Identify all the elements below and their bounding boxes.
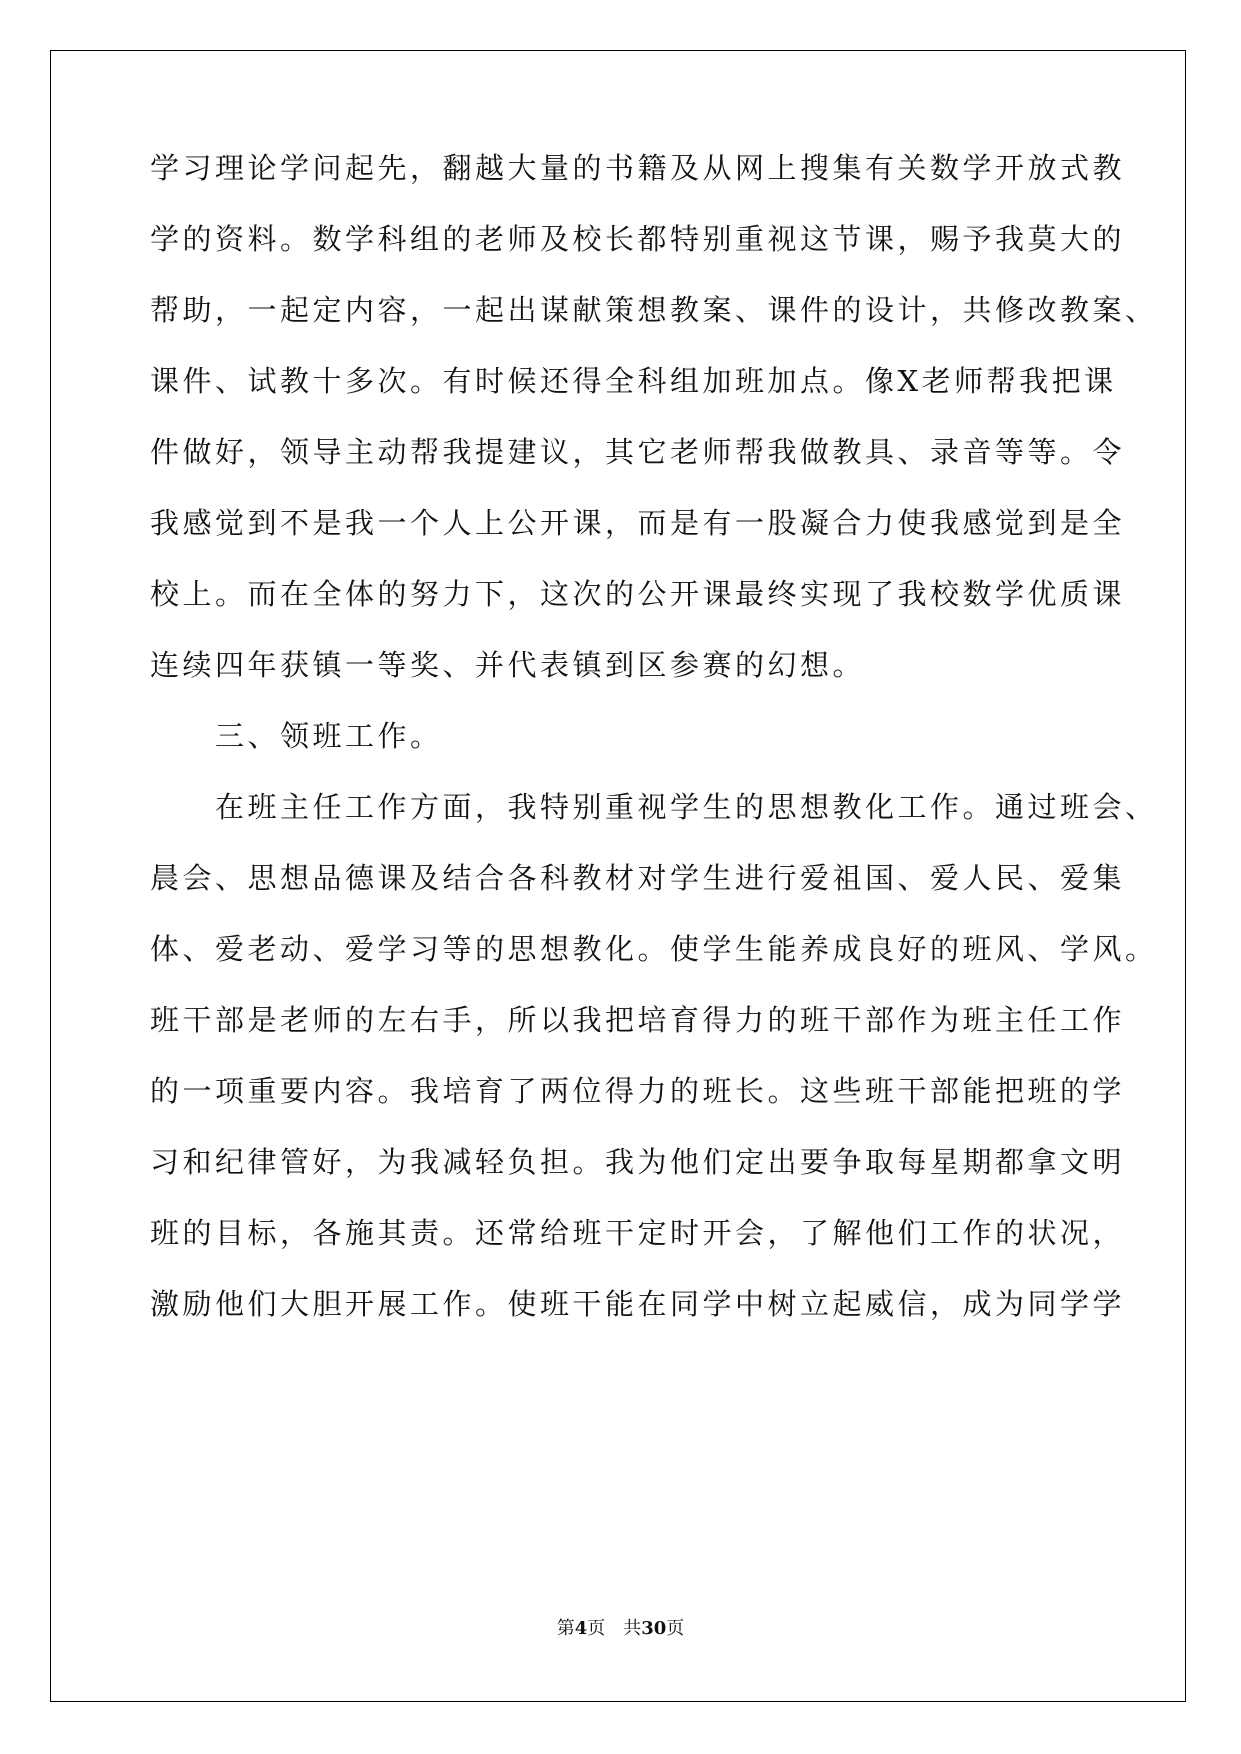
text-line: 校上。而在全体的努力下，这次的公开课最终实现了我校数学优质课 <box>150 577 1126 611</box>
text-line: 激励他们大胆开展工作。使班干能在同学中树立起威信，成为同学学 <box>150 1287 1126 1321</box>
text-line: 体、爱老动、爱学习等的思想教化。使学生能养成良好的班风、学风。 <box>150 932 1158 966</box>
text-line: 学的资料。数学科组的老师及校长都特别重视这节课，赐予我莫大的 <box>150 222 1126 256</box>
footer-suffix: 页 <box>666 1618 685 1639</box>
text-line: 帮助，一起定内容，一起出谋献策想教案、课件的设计，共修改教案、 <box>150 293 1158 327</box>
text-line: 晨会、思想品德课及结合各科教材对学生进行爱祖国、爱人民、爱集 <box>150 861 1126 895</box>
section-heading: 三、领班工作。 <box>150 719 443 753</box>
footer-mid: 页 共 <box>587 1618 642 1639</box>
text-line: 学习理论学问起先，翻越大量的书籍及从网上搜集有关数学开放式教 <box>150 151 1126 185</box>
text-line: 连续四年获镇一等奖、并代表镇到区参赛的幻想。 <box>150 648 866 682</box>
text-line: 我感觉到不是我一个人上公开课，而是有一股凝合力使我感觉到是全 <box>150 506 1126 540</box>
text-line: 课件、试教十多次。有时候还得全科组加班加点。像X老师帮我把课 <box>150 364 1117 398</box>
text-line: 班的目标，各施其责。还常给班干定时开会，了解他们工作的状况， <box>150 1216 1126 1250</box>
footer-page-number: 4 <box>574 1618 588 1639</box>
text-line: 在班主任工作方面，我特别重视学生的思想教化工作。通过班会、 <box>150 790 1158 824</box>
text-line: 班干部是老师的左右手，所以我把培育得力的班干部作为班主任工作 <box>150 1003 1126 1037</box>
text-line: 习和纪律管好，为我减轻负担。我为他们定出要争取每星期都拿文明 <box>150 1145 1126 1179</box>
page-footer <box>0 1614 1241 1640</box>
footer-total-pages: 30 <box>641 1618 667 1639</box>
footer-prefix: 第 <box>556 1618 575 1639</box>
text-line: 件做好，领导主动帮我提建议，其它老师帮我做教具、录音等等。令 <box>150 435 1126 469</box>
text-line: 的一项重要内容。我培育了两位得力的班长。这些班干部能把班的学 <box>150 1074 1126 1108</box>
